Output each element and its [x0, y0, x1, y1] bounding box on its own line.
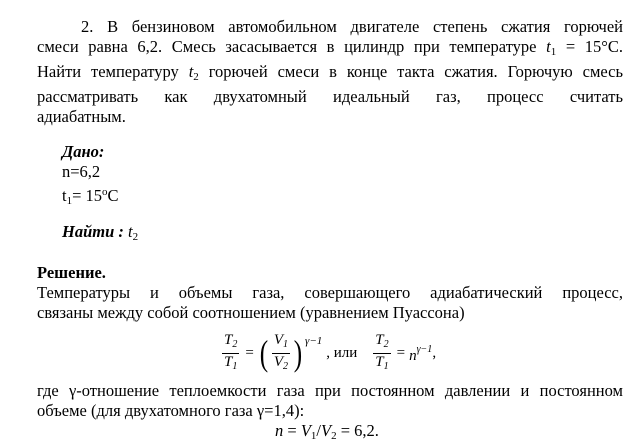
find-label: Найти : [62, 222, 129, 241]
solution-block [37, 263, 623, 323]
given-n: n=6,2 [62, 162, 101, 181]
rhs-n: $n^{\gamma-1}$ [409, 344, 433, 364]
gamma-line-1: где γ-отношение теплоемкости газа при постоянном давлении и постоянном [37, 381, 623, 400]
right-paren: ) [293, 333, 303, 373]
problem-line-3: Найти температуру $t_2$ горючей смеси в конце такта сжатия. Горючую смесь [37, 62, 623, 83]
fraction-t2-t1: $\frac{T_2}{T_1}$ [222, 332, 239, 375]
left-paren: ( [259, 333, 269, 373]
problem-line-4: рассматривать как двухатомный идеальный газ, процесс считать [37, 87, 623, 106]
exponent-gamma: γ−1 [304, 335, 323, 347]
solution-line-1: Температуры и объемы газа, совершающего адиабатический процесс, [37, 283, 623, 302]
given-t1: $t_1= 15^oC$ [62, 186, 119, 207]
fraction-t2-t1-alt: $\frac{T_2}{T_1}$ [373, 332, 390, 375]
problem-line-5: адиабатным. [37, 107, 126, 126]
solution-line-2: связаны между собой соотношением (уравнением Пуассона) [37, 303, 465, 322]
compression-ratio-equation: $n = V_1/V_2 = 6,2$. [275, 421, 379, 442]
fraction-v1-v2: $\frac{V_1}{V_2}$ [272, 332, 290, 375]
find-var: t [128, 222, 133, 241]
given-block [62, 142, 119, 211]
gamma-explanation [37, 381, 623, 421]
problem-statement [37, 17, 623, 127]
problem-line-1: 2. В бензиновом автомобильном двигателе степень сжатия горючей [81, 17, 623, 36]
given-title: Дано: [62, 142, 105, 161]
gamma-line-2: объеме (для двухатомного газа γ=1,4): [37, 401, 305, 420]
poisson-formula: $\frac{T_2}{T_1}$ = ( $\frac{V_1}{V_2}$ ) γ−1 , или $\frac{T_2}{T_1}$ = $n^{\gamma-1}$ , [224, 331, 437, 373]
or-text: , или [326, 345, 358, 361]
find-block: Найти : $t_2$ [62, 222, 139, 243]
problem-line-2: смеси равна 6,2. Смесь засасывается в цилиндр при температуре $t_1 = 15^\circ С$. [37, 37, 623, 58]
solution-title: Решение. [37, 263, 106, 282]
